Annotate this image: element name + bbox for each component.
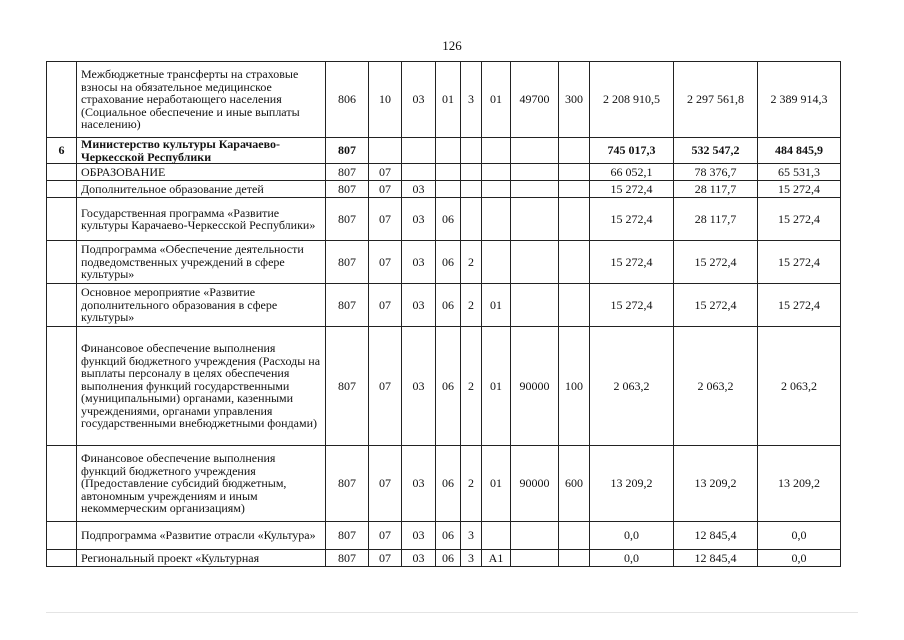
code-cell: [559, 550, 590, 567]
table-row: [47, 550, 841, 567]
code-cell: 807: [326, 284, 369, 327]
code-cell: 90000: [511, 446, 559, 522]
code-cell: 07: [369, 198, 402, 241]
row-number-cell: 6: [47, 138, 77, 164]
code-cell: 807: [326, 550, 369, 567]
code-cell: [461, 181, 482, 198]
table-row: [47, 62, 841, 138]
code-cell: 806: [326, 62, 369, 138]
item-name-cell: Межбюджетные трансферты на страховые взносы на обязательное медицинское страхование неработающего населения (Социальное обеспечение и иные выплаты населению): [77, 62, 326, 138]
item-name-cell: Подпрограмма «Обеспечение деятельности подведомственных учреждений в сфере культуры»: [77, 241, 326, 284]
item-name-cell: Финансовое обеспечение выполнения функций бюджетного учреждения (Расходы на выплаты персоналу в целях обеспечения выполнения функций государственными (муниципальными) органами, казенными учреждениями, органами управления государственными внебюджетными фондами): [77, 327, 326, 446]
code-cell: [482, 522, 511, 550]
table-row: [47, 181, 841, 198]
code-cell: 03: [402, 241, 436, 284]
item-name-cell: Основное мероприятие «Развитие дополнительного образования в сфере культуры»: [77, 284, 326, 327]
amount-cell: 0,0: [590, 550, 674, 567]
code-cell: [559, 138, 590, 164]
code-cell: 01: [482, 446, 511, 522]
code-cell: 807: [326, 241, 369, 284]
code-cell: 2: [461, 241, 482, 284]
code-cell: 06: [436, 198, 461, 241]
row-number-cell: [47, 164, 77, 181]
amount-cell: 15 272,4: [758, 181, 841, 198]
code-cell: [511, 241, 559, 284]
code-cell: 06: [436, 522, 461, 550]
table-row: [47, 327, 841, 446]
item-name-cell: Министерство культуры Карачаево-Черкесской Республики: [77, 138, 326, 164]
table-row: [47, 138, 841, 164]
code-cell: 03: [402, 446, 436, 522]
amount-cell: 0,0: [758, 522, 841, 550]
code-cell: [482, 181, 511, 198]
page-number: 126: [442, 38, 462, 53]
amount-cell: 78 376,7: [674, 164, 758, 181]
code-cell: [559, 284, 590, 327]
code-cell: 01: [482, 327, 511, 446]
amount-cell: 484 845,9: [758, 138, 841, 164]
amount-cell: 0,0: [758, 550, 841, 567]
row-number-cell: [47, 181, 77, 198]
footer-divider: [46, 612, 858, 613]
code-cell: 2: [461, 446, 482, 522]
code-cell: 03: [402, 198, 436, 241]
code-cell: 90000: [511, 327, 559, 446]
code-cell: 807: [326, 198, 369, 241]
amount-cell: 2 063,2: [758, 327, 841, 446]
code-cell: [559, 164, 590, 181]
code-cell: [559, 198, 590, 241]
code-cell: 807: [326, 446, 369, 522]
amount-cell: 28 117,7: [674, 181, 758, 198]
code-cell: [511, 550, 559, 567]
code-cell: [369, 138, 402, 164]
table-row: [47, 241, 841, 284]
table-row: [47, 198, 841, 241]
row-number-cell: [47, 522, 77, 550]
row-number-cell: [47, 446, 77, 522]
code-cell: [482, 198, 511, 241]
amount-cell: 15 272,4: [590, 198, 674, 241]
code-cell: 07: [369, 550, 402, 567]
code-cell: 807: [326, 327, 369, 446]
code-cell: [559, 522, 590, 550]
row-number-cell: [47, 241, 77, 284]
code-cell: [511, 181, 559, 198]
amount-cell: 2 389 914,3: [758, 62, 841, 138]
amount-cell: 66 052,1: [590, 164, 674, 181]
amount-cell: 0,0: [590, 522, 674, 550]
row-number-cell: [47, 62, 77, 138]
code-cell: [511, 284, 559, 327]
code-cell: [461, 198, 482, 241]
code-cell: 300: [559, 62, 590, 138]
amount-cell: 2 297 561,8: [674, 62, 758, 138]
amount-cell: 15 272,4: [590, 284, 674, 327]
row-number-cell: [47, 327, 77, 446]
code-cell: 07: [369, 327, 402, 446]
amount-cell: 15 272,4: [674, 284, 758, 327]
code-cell: [511, 164, 559, 181]
code-cell: 600: [559, 446, 590, 522]
code-cell: [559, 181, 590, 198]
item-name-cell: Дополнительное образование детей: [77, 181, 326, 198]
code-cell: 807: [326, 522, 369, 550]
code-cell: [482, 164, 511, 181]
code-cell: 01: [482, 62, 511, 138]
amount-cell: 2 063,2: [590, 327, 674, 446]
row-number-cell: [47, 284, 77, 327]
table-row: [47, 446, 841, 522]
code-cell: [461, 138, 482, 164]
code-cell: 01: [482, 284, 511, 327]
item-name-cell: ОБРАЗОВАНИЕ: [77, 164, 326, 181]
code-cell: 06: [436, 550, 461, 567]
amount-cell: 13 209,2: [758, 446, 841, 522]
amount-cell: 13 209,2: [590, 446, 674, 522]
budget-table: [46, 61, 841, 567]
code-cell: 807: [326, 138, 369, 164]
code-cell: 07: [369, 181, 402, 198]
code-cell: [402, 164, 436, 181]
table-row: [47, 284, 841, 327]
code-cell: [436, 181, 461, 198]
code-cell: [511, 522, 559, 550]
row-number-cell: [47, 198, 77, 241]
table-body: [47, 62, 841, 567]
item-name-cell: Региональный проект «Культурная: [77, 550, 326, 567]
item-name-cell: Финансовое обеспечение выполнения функций бюджетного учреждения (Предоставление субсидий бюджетным, автономным учреждениям и иным некоммерческим организациям): [77, 446, 326, 522]
code-cell: [436, 164, 461, 181]
amount-cell: 15 272,4: [674, 241, 758, 284]
amount-cell: 65 531,3: [758, 164, 841, 181]
code-cell: 06: [436, 284, 461, 327]
code-cell: [511, 138, 559, 164]
amount-cell: 15 272,4: [590, 181, 674, 198]
code-cell: 2: [461, 284, 482, 327]
amount-cell: 15 272,4: [590, 241, 674, 284]
code-cell: 03: [402, 181, 436, 198]
code-cell: 07: [369, 284, 402, 327]
code-cell: 07: [369, 522, 402, 550]
code-cell: 10: [369, 62, 402, 138]
code-cell: 06: [436, 446, 461, 522]
item-name-cell: Подпрограмма «Развитие отрасли «Культура»: [77, 522, 326, 550]
amount-cell: 28 117,7: [674, 198, 758, 241]
code-cell: 03: [402, 284, 436, 327]
code-cell: 100: [559, 327, 590, 446]
code-cell: 07: [369, 164, 402, 181]
code-cell: 03: [402, 62, 436, 138]
code-cell: 03: [402, 327, 436, 446]
code-cell: 06: [436, 241, 461, 284]
code-cell: 07: [369, 446, 402, 522]
amount-cell: 15 272,4: [758, 284, 841, 327]
amount-cell: 2 208 910,5: [590, 62, 674, 138]
code-cell: 2: [461, 327, 482, 446]
code-cell: 3: [461, 550, 482, 567]
code-cell: 3: [461, 522, 482, 550]
code-cell: 07: [369, 241, 402, 284]
amount-cell: 745 017,3: [590, 138, 674, 164]
row-number-cell: [47, 550, 77, 567]
amount-cell: 2 063,2: [674, 327, 758, 446]
code-cell: A1: [482, 550, 511, 567]
code-cell: [436, 138, 461, 164]
code-cell: 03: [402, 522, 436, 550]
code-cell: 06: [436, 327, 461, 446]
code-cell: [482, 241, 511, 284]
item-name-cell: Государственная программа «Развитие культуры Карачаево-Черкесской Республики»: [77, 198, 326, 241]
code-cell: [482, 138, 511, 164]
code-cell: [559, 241, 590, 284]
table-row: [47, 522, 841, 550]
amount-cell: 532 547,2: [674, 138, 758, 164]
code-cell: [402, 138, 436, 164]
code-cell: [461, 164, 482, 181]
code-cell: 807: [326, 181, 369, 198]
code-cell: 807: [326, 164, 369, 181]
table-row: [47, 164, 841, 181]
code-cell: 49700: [511, 62, 559, 138]
code-cell: 3: [461, 62, 482, 138]
amount-cell: 15 272,4: [758, 241, 841, 284]
code-cell: 01: [436, 62, 461, 138]
amount-cell: 12 845,4: [674, 550, 758, 567]
amount-cell: 15 272,4: [758, 198, 841, 241]
code-cell: 03: [402, 550, 436, 567]
amount-cell: 12 845,4: [674, 522, 758, 550]
amount-cell: 13 209,2: [674, 446, 758, 522]
code-cell: [511, 198, 559, 241]
